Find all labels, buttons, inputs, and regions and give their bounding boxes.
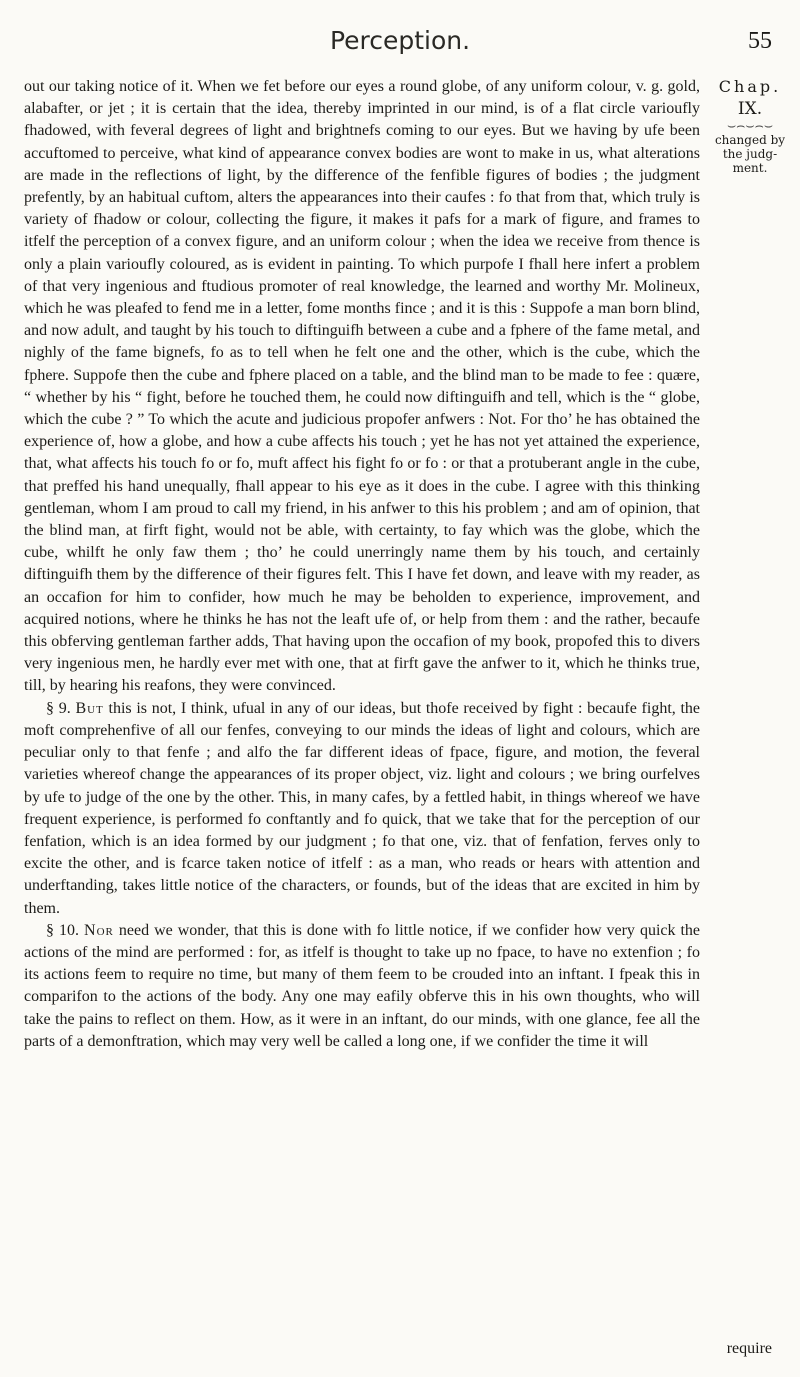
catchword: require xyxy=(726,1340,772,1357)
margin-gloss-line: ment. xyxy=(732,161,768,175)
section-mark: § 9. xyxy=(46,699,71,717)
page-header xyxy=(0,26,800,66)
chapter-number: IX. xyxy=(737,99,763,119)
paragraph-text: this is not, I think, ufual in any of our ideas, but thofe received by fight : becaufe fight, the moft comprehenfive of all our fenfes, conveying to our minds the ideas of light and colours, which are peculiar only to that fenfe ; and alfo the far different ideas of fpace, figure, and motion, the feveral varieties whereof change the appearances of its proper object, viz. light and colours ; we bring ourfelves by ufe to judge of the one by the other. This, in many cafes, by a fettled habit, in things whereof we have frequent experience, is performed fo conftantly and fo quick, that we take that for the perception of our fenfation, which is an idea formed by our judgment ; fo that one, viz. that of fenfation, ferves only to excite the other, and is fcarce taken notice of itfelf : as a man, who reads or hears with attention and underftanding, takes little notice of the characters, or founds, but of the ideas that are excited in him by them. xyxy=(24,699,701,917)
paragraph xyxy=(24,920,700,1053)
margin-note xyxy=(705,76,795,174)
chapter-label: Chap. xyxy=(718,77,782,96)
paragraph xyxy=(24,76,700,698)
paragraph xyxy=(24,698,700,920)
ornament-divider: ⌣⌢⌣⌢⌣ xyxy=(726,118,774,134)
section-mark: § 10. xyxy=(46,921,80,939)
page-number: 55 xyxy=(748,28,772,54)
section-lead-word: But xyxy=(75,699,104,717)
margin-gloss-line: the judg- xyxy=(722,147,778,161)
body-text xyxy=(24,76,700,1053)
running-head: Perception. xyxy=(329,26,471,55)
paragraph-text: need we wonder, that this is done with fo little notice, if we confider how very quick the actions of the mind are performed : for, as itfelf is thought to take up no fpace, to have no extenfion ; fo its actions feem to require no time, but many of them feem to be crouded into an inftant. I fpeak this in comparifon to the actions of the body. Any one may eafily obferve this in his own thoughts, who will take the pains to reflect on them. How, as it were in an inftant, do our minds, with one glance, fee all the parts of a demonftration, which may very well be called a long one, if we confider the time it will xyxy=(24,921,701,1050)
paragraph-text: out our taking notice of it. When we fet before our eyes a round globe, of any uniform colour, v. g. gold, alabafter, or jet ; it is certain that the idea, thereby imprinted in our mind, is of a flat circle varioufly fhadowed, with feveral degrees of light and brightnefs coming to our eyes. But we having by ufe been accuftomed to perceive, what kind of appearance convex bodies are wont to make in us, what alterations are made in the reflections of light, by the difference of the fenfible figures of bodies ; the judgment prefently, by an habitual cuftom, alters the appearances into their caufes : fo that from that, which truly is variety of fhadow or colour, collecting the figure, it makes it pafs for a mark of figure, and frames to itfelf the perception of a convex figure, and an uniform colour ; when the idea we receive from thence is only a plain varioufly coloured, as is evident in painting. To which purpofe I fhall here infert a problem of that very ingenious and ftudious promoter of real knowledge, the learned and worthy Mr. Molineux, which he was pleafed to fend me in a letter, fome months fince ; and it is this : Suppofe a man born blind, and now adult, and taught by his touch to diftinguifh between a cube and a fphere of the fame metal, and nighly of the fame bignefs, fo as to tell when he felt one and the other, which is the cube, which the fphere. Suppofe then the cube and fphere placed on a table, and the blind man to be made to fee : quære, “ whether by his “ fight, before he touched them, he could now diftinguifh and tell, which is the “ globe, which the cube ? ” To which the acute and judicious propofer anfwers : Not. For tho’ he has obtained the experience of, how a globe, and how a cube affects his touch ; yet he has not yet attained the experience, that, what affects his touch fo or fo, muft affect his fight fo or fo : or that a protuberant angle in the cube, that preffed his hand unequally, fhall appear to his eye as it does in the cube. I agree with this thinking gentleman, whom I am proud to call my friend, in his anfwer to this his problem ; and am of opinion, that the blind man, at firft fight, would not be able, with certainty, to fay which was the globe, which the cube, whilft he only faw them ; tho’ he could unerringly name them by his touch, and certainly diftinguifh them by the difference of their figures felt. This I have fet down, and leave with my reader, as an occafion for him to confider, how much he may be beholden to experience, improvement, and acquired notions, where he thinks he has not the leaft ufe of, or help from them : and the rather, becaufe this obferving gentleman farther adds, That having upon the occafion of my book, propofed this to divers very ingenious men, he hardly ever met with one, that at firft gave the anfwer to it, which he thinks true, till, by hearing his reafons, they were convinced. xyxy=(24,78,700,695)
margin-gloss-line: changed by xyxy=(714,133,786,147)
section-lead-word: Nor xyxy=(84,921,114,939)
